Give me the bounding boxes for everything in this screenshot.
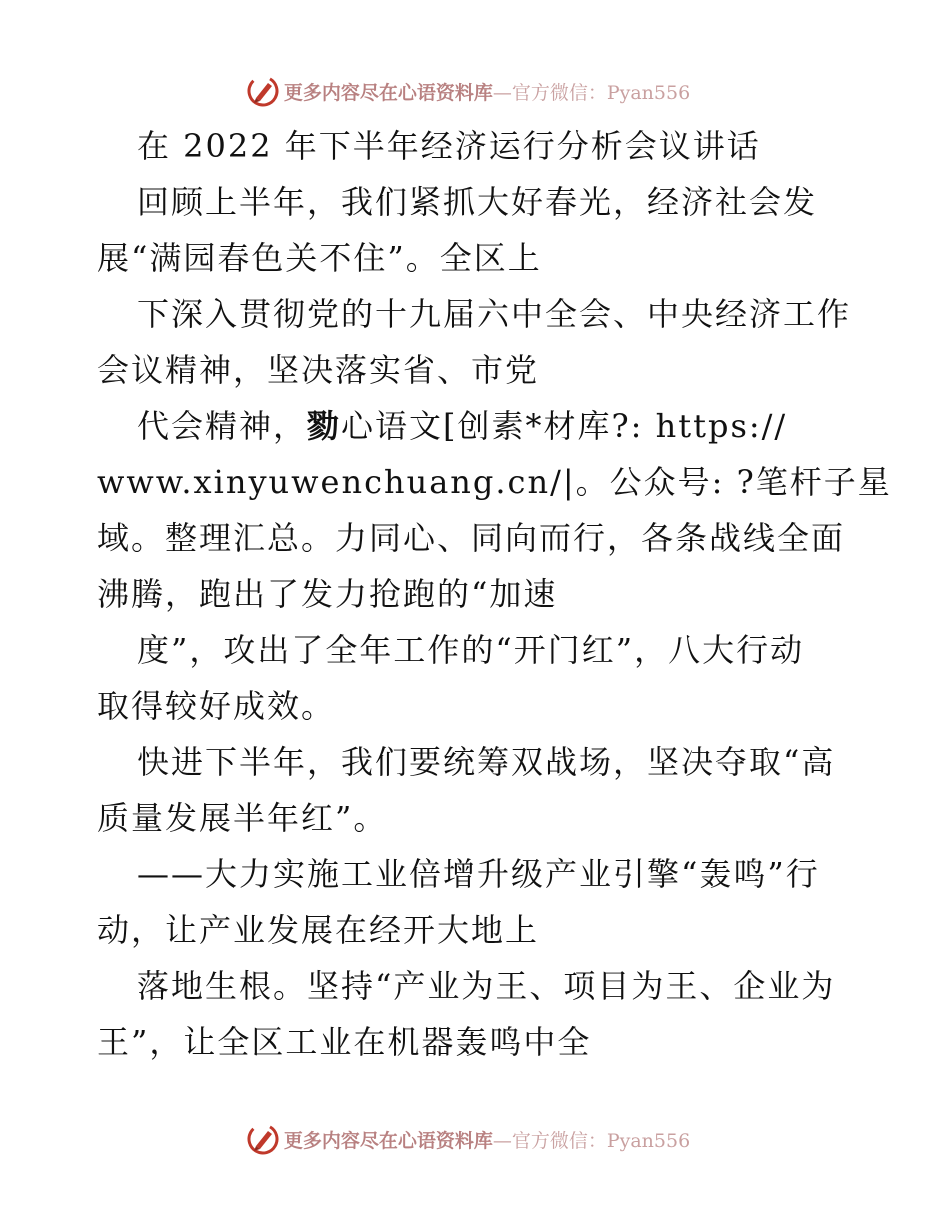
- header-banner: [0, 71, 950, 111]
- text-line: 下深入贯彻党的十九届六中全会、中央经济工作: [137, 295, 852, 333]
- text-line: 动，让产业发展在经开大地上: [97, 911, 540, 949]
- text-segment-bold: 勠: [307, 407, 342, 445]
- text-line: [97, 398, 857, 454]
- text-segment: 心语文[创素*材库?: https://: [341, 407, 788, 445]
- text-line: 域。整理汇总。力同心、同向而行，各条战线全面: [97, 519, 846, 557]
- text-line: 落地生根。坚持“产业为王、项目为王、企业为: [137, 967, 836, 1005]
- text-line: 王”，让全区工业在机器轰鸣中全: [97, 1023, 592, 1061]
- text-line: 沸腾，跑出了发力抢跑的“加速: [97, 575, 558, 613]
- header-banner-content: [246, 74, 690, 108]
- pen-logo-icon: [246, 1122, 280, 1156]
- text-line: 展“满园春色关不住”。全区上: [97, 239, 542, 277]
- text-segment: 代会精神，: [137, 407, 308, 445]
- text-line: 质量发展半年红”。: [97, 799, 388, 837]
- text-line: 取得较好成效。: [97, 687, 336, 725]
- footer-banner-text: [284, 1126, 690, 1153]
- text-line: 在 2022 年下半年经济运行分析会议讲话: [137, 127, 761, 165]
- footer-banner-content: [246, 1122, 690, 1156]
- text-line: 会议精神，坚决落实省、市党: [97, 351, 540, 389]
- text-line: 回顾上半年，我们紧抓大好春光，经济社会发: [137, 183, 818, 221]
- footer-banner: [0, 1119, 950, 1159]
- text-line: 度”，攻出了全年工作的“开门红”，八大行动: [137, 631, 805, 669]
- text-line: 快进下半年，我们要统筹双战场，坚决夺取“高: [137, 743, 836, 781]
- pen-logo-icon: [246, 74, 280, 108]
- banner-wechat: —官方微信：Pyan556: [492, 81, 691, 104]
- banner-site-name: 更多内容尽在心语资料库: [283, 81, 493, 104]
- header-banner-text: [284, 78, 690, 105]
- banner-site-name: 更多内容尽在心语资料库: [283, 1129, 493, 1152]
- document-body: [97, 118, 892, 1070]
- banner-wechat: —官方微信：Pyan556: [492, 1129, 691, 1152]
- text-line: ——大力实施工业倍增升级产业引擎“轰鸣”行: [137, 855, 820, 893]
- text-line: www.xinyuwenchuang.cn/|。公众号: ?笔杆子星: [97, 463, 892, 501]
